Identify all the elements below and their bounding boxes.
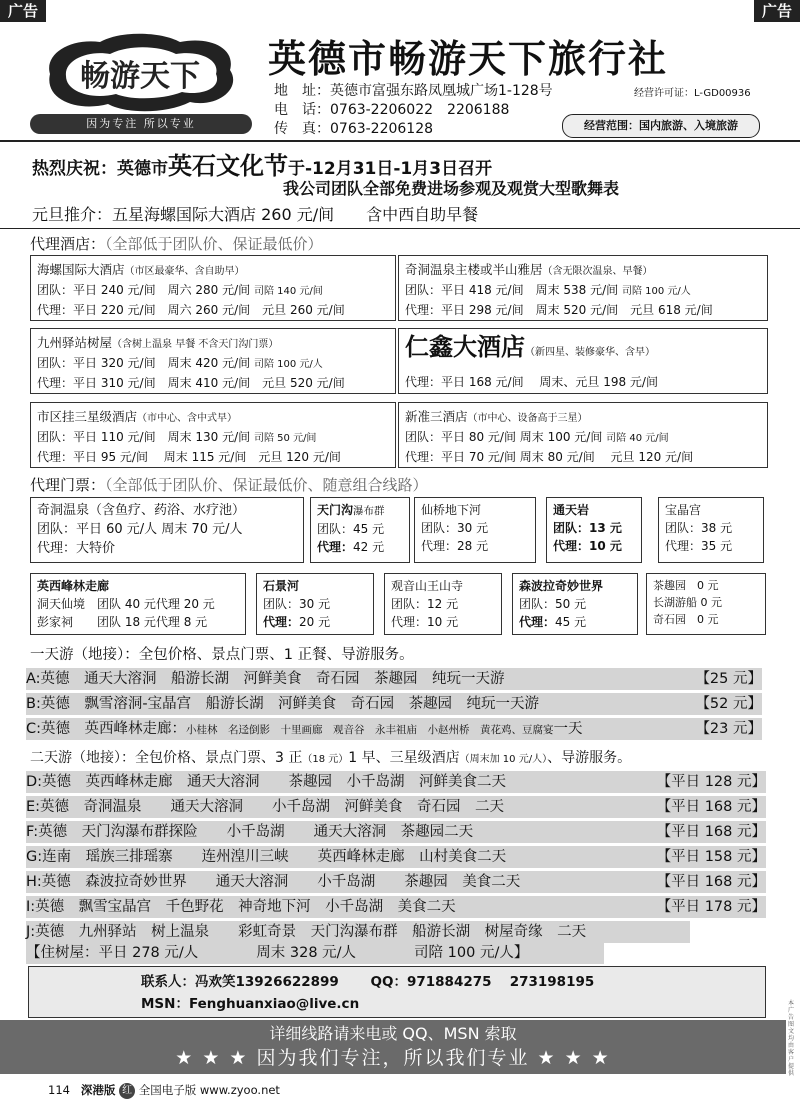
ad-tag-right: 广告 <box>754 0 800 22</box>
tour-a: A:英德 通天大溶洞 船游长湖 河鲜美食 奇石园 茶趣园 纯玩一天游 【25 元】 <box>26 668 762 690</box>
ticket-guanyinshan: 观音山王山寺 团队：12 元 代理：10 元 <box>384 573 502 635</box>
ticket-shijinghe: 石景河 团队：30 元 代理：20 元 <box>256 573 374 635</box>
tour-f: F:英德 天门沟瀑布群探险 小千岛湖 通天大溶洞 茶趣园二天 【平日 168 元】 <box>26 821 766 843</box>
ticket-qidong: 奇洞温泉（含鱼疗、药浴、水疗池） 团队：平日 60 元/人 周末 70 元/人 代理：大特价 <box>30 497 304 563</box>
edition-label: 深港版 <box>80 1083 116 1097</box>
ticket-tongtianyan: 通天岩 团队：13 元 代理：10 元 <box>546 497 642 563</box>
page-number: 114 <box>48 1083 70 1097</box>
oneday-title: 一天游（地接）：全包价格、景点门票、1 正餐、导游服务。 <box>30 647 414 663</box>
twoday-title: 二天游（地接）：全包价格、景点门票、3 正（18 元）1 早、三星级酒店（周末加 10 元/人）、导游服务。 <box>30 750 632 766</box>
logo-text: 畅游天下 <box>80 59 200 94</box>
ticket-senbola: 森波拉奇妙世界 团队：50 元 代理：45 元 <box>512 573 638 635</box>
festival-subline: 我公司团队全部免费进场参观及观赏大型歌舞表 <box>283 179 620 198</box>
new-year-promo: 元旦推介：五星海螺国际大酒店 260 元/间 含中西自助早餐 <box>32 205 479 224</box>
footer-banner <box>0 1020 786 1074</box>
ad-tag-left: 广告 <box>0 0 46 22</box>
hotel-qidong: 奇洞温泉主楼或半山雅居（含无限次温泉、早餐） 团队：平日 418 元/间 周末 538 元/间 司陪 100 元/人 代理：平日 298 元/间 周末 520 元/间 元旦 618 元/间 <box>398 255 768 321</box>
side-note: 本广告图文均由客户提供 <box>788 1000 795 1077</box>
tour-i: I:英德 飘雪宝晶宫 千色野花 神奇地下河 小千岛湖 美食二天 【平日 178 元】 <box>26 896 766 918</box>
tour-d: D:英德 英西峰林走廊 通天大溶洞 茶趣园 小千岛湖 河鲜美食二天 【平日 128 元】 <box>26 771 766 793</box>
festival-headline: 热烈庆祝：英德市英石文化节于-12月31日-1月3日召开 <box>32 152 493 180</box>
hotel-hailuo: 海螺国际大酒店（市区最豪华、含自助早） 团队：平日 240 元/间 周六 280 元/间 司陪 140 元/间 代理：平日 220 元/间 周六 260 元/间 元旦 260 元/间 <box>30 255 396 321</box>
site-label: 全国电子版 www.zyoo.net <box>138 1083 280 1097</box>
license-number: 经营许可证：L-GD00936 <box>634 88 751 99</box>
edition-mark-icon: 红 <box>119 1083 135 1099</box>
company-phone: 电 话：0763-2206022 2206188 <box>274 102 510 118</box>
company-fax: 传 真：0763-2206128 <box>274 121 434 137</box>
tour-b: B:英德 飘雪溶洞-宝晶宫 船游长湖 河鲜美食 奇石园 茶趣园 纯玩一天游 【52 元】 <box>26 693 762 715</box>
ticket-baojinggong: 宝晶宫 团队：38 元 代理：35 元 <box>658 497 764 563</box>
contact-msn: MSN：Fenghuanxiao@live.cn <box>141 996 360 1012</box>
contact-box <box>28 966 766 1018</box>
hotel-jiuzhou: 九州驿站树屋（含树上温泉 早餐 不含天门沟门票） 团队：平日 320 元/间 周末 420 元/间 司陪 100 元/人 代理：平日 310 元/间 周末 410 元/间 元旦 520 元/间 <box>30 328 396 394</box>
tickets-section-title: 代理门票：（全部低于团队价、保证最低价、随意组合线路） <box>30 476 428 494</box>
ticket-yingxi-corridor: 英西峰林走廊 洞天仙境 团队 40 元代理 20 元 彭家祠 团队 18 元代理 8 元 <box>30 573 246 635</box>
business-scope: 经营范围：国内旅游、入境旅游 <box>562 114 760 138</box>
company-address: 地 址：英德市富强东路凤凰城广场1-128号 <box>274 83 553 99</box>
contact-phone-qq: 联系人：冯欢笑13926622899 QQ：971884275 273198195 <box>141 974 595 990</box>
tour-j: J:英德 九州驿站 树上温泉 彩虹奇景 天门沟瀑布群 船游长湖 树屋奇缘 二天 <box>26 921 690 943</box>
hotel-three-star: 市区挂三星级酒店（市中心、含中式早） 团队：平日 110 元/间 周末 130 元/间 司陪 50 元/间 代理：平日 95 元/间 周末 115 元/间 元旦 120 元/间 <box>30 402 396 468</box>
hotels-section-title: 代理酒店：（全部低于团队价、保证最低价） <box>30 235 323 253</box>
tour-j-treehouse: 【住树屋：平日 278 元/人 周末 328 元/人 司陪 100 元/人】 <box>26 942 604 964</box>
tour-e: E:英德 奇洞温泉 通天大溶洞 小千岛湖 河鲜美食 奇石园 二天 【平日 168 元】 <box>26 796 766 818</box>
ticket-free-spots: 茶趣园 0 元 长湖游船 0 元 奇石园 0 元 <box>646 573 766 635</box>
footer-line1: 详细线路请来电或 QQ、MSN 索取 <box>269 1024 517 1043</box>
promo-divider <box>0 228 800 229</box>
footer-slogan: ★ ★ ★ 因为我们专注，所以我们专业 ★ ★ ★ <box>175 1047 611 1069</box>
header-divider <box>0 140 800 142</box>
tour-g: G:连南 瑶族三排瑶寨 连州湟川三峡 英西峰林走廊 山村美食二天 【平日 158 元】 <box>26 846 766 868</box>
hotel-new-three: 新准三酒店（市中心、设备高于三星） 团队：平日 80 元/间 周末 100 元/间 司陪 40 元/间 代理：平日 70 元/间 周末 80 元/间 元旦 120 元/间 <box>398 402 768 468</box>
company-title: 英德市畅游天下旅行社 <box>268 37 669 81</box>
tour-h: H:英德 森波拉奇妙世界 通天大溶洞 小千岛湖 茶趣园 美食二天 【平日 168 元】 <box>26 871 766 893</box>
ticket-tianmengou: 天门沟瀑布群 团队：45 元 代理：42 元 <box>310 497 410 563</box>
tour-c: C:英德 英西峰林走廊：小桂林 名迳倒影 十里画廊 观音谷 永丰祖庙 小赵州桥 黄花鸡、豆腐宴一天 【23 元】 <box>26 718 762 740</box>
page-footer <box>48 1082 280 1099</box>
logo-slogan: 因为专注 所以专业 <box>30 114 252 134</box>
ticket-xianqiao: 仙桥地下河 团队：30 元 代理：28 元 <box>414 497 536 563</box>
hotel-renxin: 仁鑫大酒店（新四星、装修豪华、含早） 代理：平日 168 元/间 周末、元旦 198 元/间 <box>398 328 768 394</box>
company-logo <box>30 28 250 116</box>
